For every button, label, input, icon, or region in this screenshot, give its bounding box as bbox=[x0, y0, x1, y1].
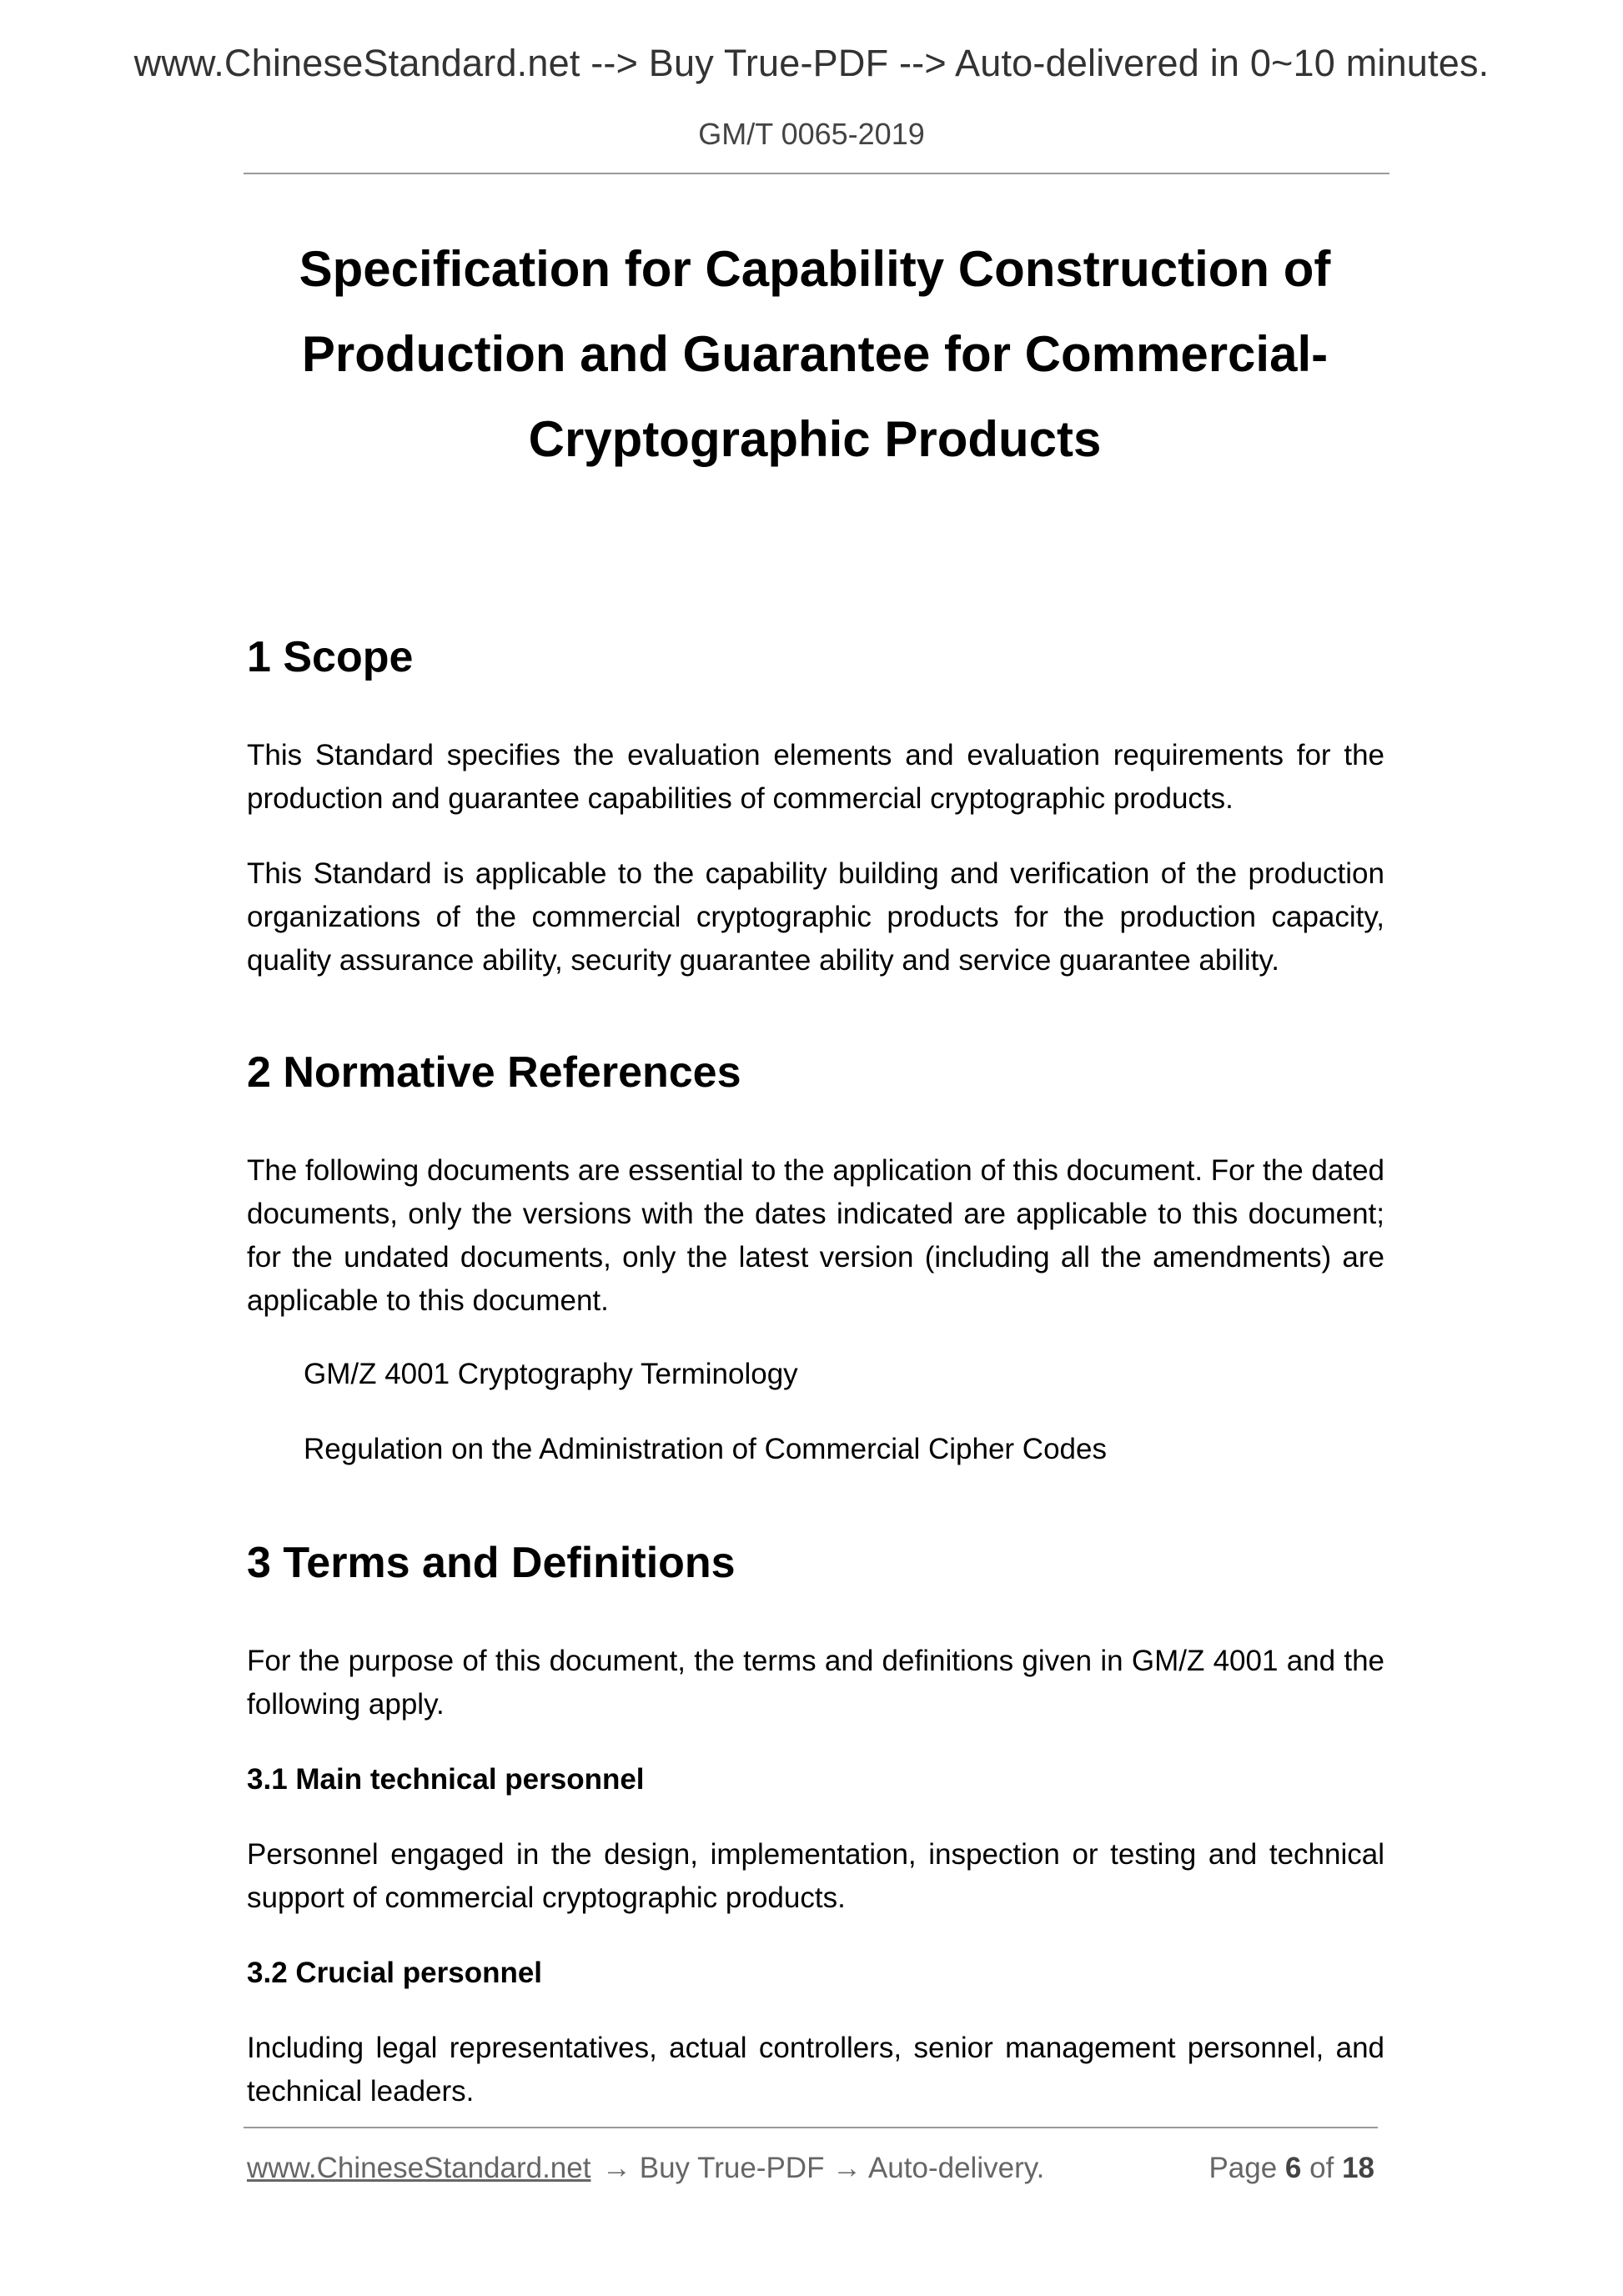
terms-heading: 3 Terms and Definitions bbox=[247, 1539, 736, 1587]
references-paragraph: The following documents are essential to the application of this document. For the dated documents, only the versions with the dates indicated are applicable to this document; for the undated documents, only the latest version (including all the amendments) are applicable to this document. bbox=[247, 1154, 1384, 1317]
page-of-label: of bbox=[1309, 2152, 1334, 2184]
header-divider bbox=[244, 173, 1389, 174]
references-heading: 2 Normative References bbox=[247, 1048, 741, 1097]
page-number bbox=[1208, 2152, 1374, 2185]
page-total: 18 bbox=[1342, 2152, 1374, 2184]
scope-paragraph-1: This Standard specifies the evaluation elements and evaluation requirements for the production and guarantee capabilities of commercial cryptographic products. bbox=[247, 739, 1384, 815]
standard-code: GM/T 0065-2019 bbox=[698, 117, 925, 151]
reference-item: GM/Z 4001 Cryptography Terminology bbox=[304, 1358, 798, 1390]
footer-site-link[interactable]: www.ChineseStandard.net bbox=[247, 2152, 591, 2184]
reference-item: Regulation on the Administration of Commercial Cipher Codes bbox=[304, 1433, 1107, 1465]
footer-divider bbox=[244, 2127, 1378, 2128]
term-2-heading: 3.2 Crucial personnel bbox=[247, 1957, 543, 1989]
page-current: 6 bbox=[1284, 2152, 1302, 2184]
scope-paragraph-2: This Standard is applicable to the capability building and verification of the production organizations of the commercial cryptographic products for the production capacity, quality assurance ability, security guarantee ability and service guarantee ability. bbox=[247, 857, 1384, 977]
page-label: Page bbox=[1208, 2152, 1278, 2184]
term-2-definition: Including legal representatives, actual controllers, senior management personnel, and technical leaders. bbox=[247, 2032, 1384, 2108]
title-line-1: Specification for Capability Construction of bbox=[299, 241, 1331, 297]
top-banner: www.ChineseStandard.net --> Buy True-PDF --> Auto-delivered in 0~10 minutes. bbox=[133, 42, 1490, 84]
term-1-heading: 3.1 Main technical personnel bbox=[247, 1763, 645, 1796]
footer-tagline: → Buy True-PDF → Auto-delivery. bbox=[602, 2152, 1045, 2184]
terms-paragraph: For the purpose of this document, the terms and definitions given in GM/Z 4001 and the following apply. bbox=[247, 1645, 1384, 1721]
title-line-2: Production and Guarantee for Commercial- bbox=[301, 326, 1329, 382]
scope-heading: 1 Scope bbox=[247, 633, 414, 681]
term-1-definition: Personnel engaged in the design, implementation, inspection or testing and technical support of commercial cryptographic products. bbox=[247, 1838, 1384, 1914]
document-title bbox=[244, 227, 1386, 482]
title-line-3: Cryptographic Products bbox=[528, 411, 1102, 467]
